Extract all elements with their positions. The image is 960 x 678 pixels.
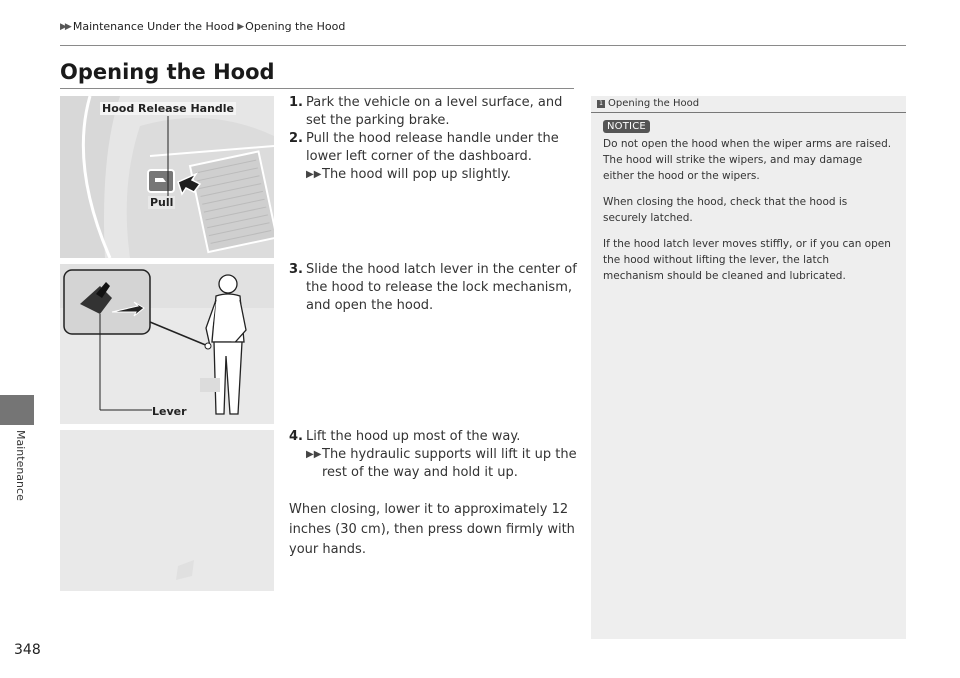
figure-label-hood-release-handle: Hood Release Handle [102, 102, 235, 115]
step-1 [289, 94, 579, 130]
hood-lift-illustration [60, 430, 274, 591]
step-text: Pull the hood release handle under the lower left corner of the dashboard. [306, 131, 559, 164]
notes-body [603, 136, 893, 294]
breadcrumb-arrow-icon: ▶▶ [60, 21, 70, 32]
notes-rule [591, 112, 906, 113]
closing-instructions: When closing, lower it to approximately 12 inches (30 cm), then press down firmly with your hands. [289, 502, 575, 557]
step-result [289, 166, 579, 184]
step-result [289, 446, 579, 482]
step-number: 4. [289, 429, 303, 444]
result-arrow-icon: ▶▶ [306, 449, 322, 460]
notice-badge: NOTICE [603, 120, 650, 133]
breadcrumb-link-opening-hood[interactable]: Opening the Hood [245, 20, 346, 33]
figure-label-pull: Pull [150, 196, 174, 209]
notes-heading-text: Opening the Hood [608, 98, 700, 109]
breadcrumb-arrow-icon: ▶ [237, 21, 243, 32]
note-paragraph: Do not open the hood when the wiper arms are raised. The hood will strike the wipers, and may damage either the hood or the wipers. [603, 138, 892, 182]
figure-label-lever: Lever [152, 405, 187, 418]
step-number: 1. [289, 95, 303, 110]
step-2 [289, 130, 579, 184]
breadcrumb-link-maintenance[interactable]: Maintenance Under the Hood [72, 20, 235, 33]
step-4 [289, 428, 579, 482]
section-tab-label: Maintenance [14, 430, 27, 501]
title-rule [60, 88, 574, 89]
note-paragraph: If the hood latch lever moves stiffly, or if you can open the hood without lifting the lever, the latch mechanism should be cleaned and lubricated. [603, 238, 891, 282]
page-number: 348 [14, 642, 41, 658]
breadcrumb [60, 20, 345, 33]
step-text: Slide the hood latch lever in the center of the hood to release the lock mechanism, and open the hood. [306, 262, 577, 313]
notes-heading [597, 98, 699, 109]
step-result-text: The hood will pop up slightly. [322, 167, 511, 182]
result-arrow-icon: ▶▶ [306, 169, 322, 180]
page-title: Opening the Hood [60, 60, 275, 84]
step-result-text: The hydraulic supports will lift it up the rest of the way and hold it up. [322, 447, 577, 480]
section-tab-marker [0, 395, 34, 425]
step-text: Park the vehicle on a level surface, and set the parking brake. [306, 95, 563, 128]
note-marker-icon: 1 [597, 100, 605, 108]
note-paragraph: When closing the hood, check that the hood is securely latched. [603, 196, 848, 224]
hood-latch-lever-illustration [60, 264, 274, 424]
notes-panel [591, 96, 906, 639]
step-text: Lift the hood up most of the way. [306, 429, 521, 444]
header-rule [60, 45, 906, 46]
step-number: 2. [289, 131, 303, 146]
hood-release-illustration [60, 96, 274, 258]
step-3 [289, 261, 579, 315]
step-number: 3. [289, 262, 303, 277]
